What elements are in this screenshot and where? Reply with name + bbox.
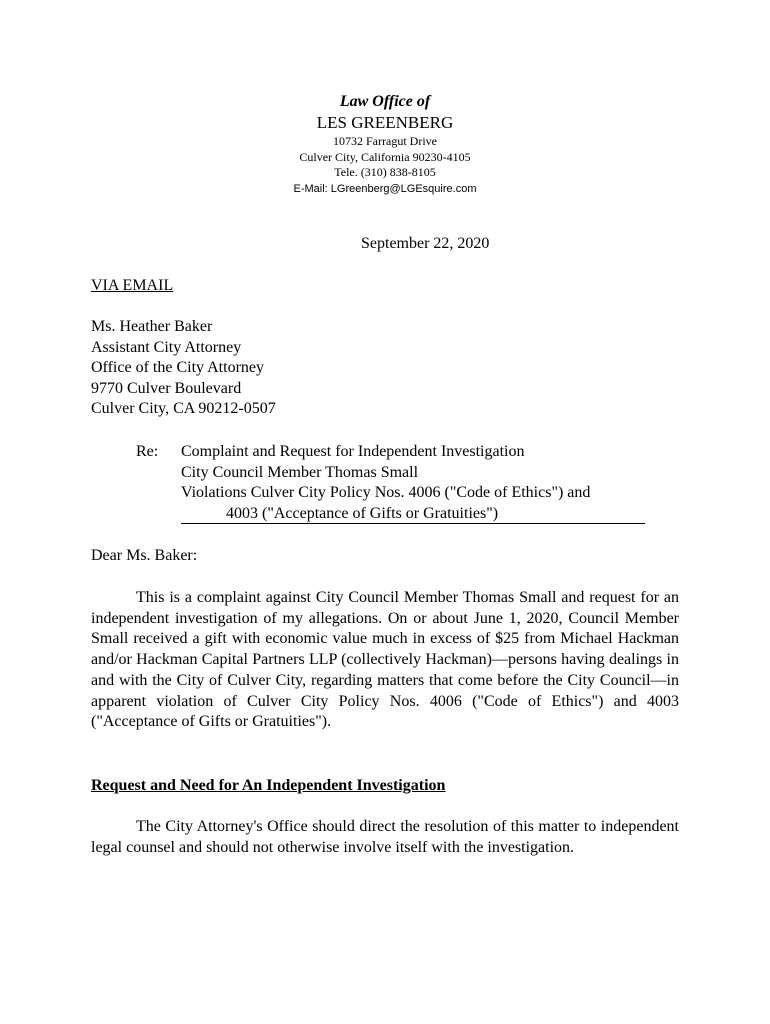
delivery-method: VIA EMAIL: [91, 277, 174, 294]
letter-date: September 22, 2020: [361, 235, 490, 252]
recipient-title: Assistant City Attorney: [91, 338, 242, 356]
paragraph-2-text: The City Attorney's Office should direct the resolution of this matter to independent legal counsel and should not otherwise involve itself with the investigation.: [91, 818, 679, 856]
section-heading: Request and Need for An Independent Investigation: [91, 777, 446, 794]
recipient-city: Culver City, CA 90212-0507: [91, 400, 276, 418]
letterhead: [0, 92, 770, 198]
letterhead-office-label: Law Office of: [339, 93, 431, 110]
salutation: Dear Ms. Baker:: [91, 547, 198, 564]
letterhead-street: 10732 Farragut Drive: [333, 134, 437, 148]
re-line-3: Violations Culver City Policy Nos. 4006 ("Code of Ethics") and: [181, 484, 591, 502]
letterhead-email: E-Mail: LGreenberg@LGEsquire.com: [293, 182, 477, 195]
body-paragraph-2: [91, 817, 679, 858]
re-label: Re:: [136, 443, 159, 460]
paragraph-1-text: This is a complaint against City Council Member Thomas Small and request for an independent investigation of my allegations. On or about June 1, 2020, Council Member Small received a gift with economic value much in excess of $25 from Michael Hackman and/or Hackman Capital Partners LLP (collectively Hackman)—persons having dealings in and with the City of Culver City, regarding matters that come before the City Council—in apparent violation of Culver City Policy Nos. 4006 ("Code of Ethics") and 4003 ("Acceptance of Gifts or Gratuities").: [91, 589, 679, 731]
recipient-office: Office of the City Attorney: [91, 359, 264, 377]
re-line-2: City Council Member Thomas Small: [181, 463, 419, 481]
recipient-street: 9770 Culver Boulevard: [91, 379, 242, 397]
letterhead-name: LES GREENBERG: [316, 113, 454, 132]
re-line-4: 4003 ("Acceptance of Gifts or Gratuities"): [181, 504, 645, 525]
recipient-name: Ms. Heather Baker: [91, 318, 213, 335]
body-paragraph-1: [91, 588, 679, 733]
letterhead-telephone: Tele. (310) 838-8105: [334, 165, 436, 179]
re-line-1: Complaint and Request for Independent Investigation: [181, 443, 525, 460]
letterhead-city: Culver City, California 90230-4105: [299, 149, 471, 164]
re-subject: [181, 442, 645, 524]
recipient-address: [91, 317, 276, 420]
